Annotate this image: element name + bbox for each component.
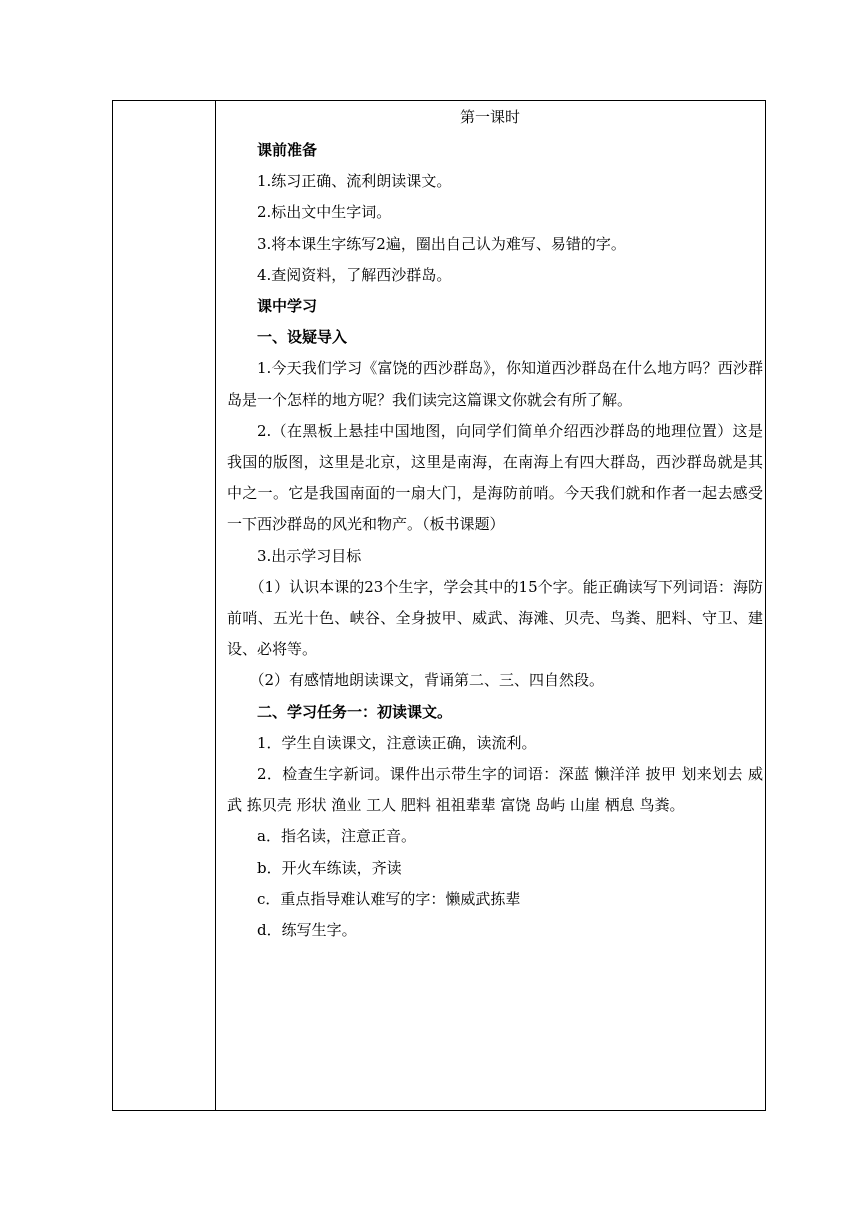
study-heading: 课中学习	[257, 297, 318, 316]
lesson-plan-table	[112, 100, 766, 1111]
prep-item: 2.标出文中生字词。	[257, 203, 392, 222]
step-item: c．重点指导难认难写的字：懒威武拣辈	[257, 889, 521, 908]
section2-heading: 二、学习任务一：初读课文。	[257, 702, 453, 721]
table-left-column	[113, 101, 216, 1110]
step-item: d．练写生字。	[257, 921, 357, 940]
section2-paragraph: 2．检查生字新词。课件出示带生字的词语：深蓝 懒洋洋 披甲 划来划去 威武 拣贝壳 形状 渔业 工人 肥料 祖祖辈辈 富饶 岛屿 山崖 栖息 鸟粪。	[227, 765, 763, 815]
section1-paragraph: 3.出示学习目标	[257, 546, 362, 565]
prep-heading: 课前准备	[257, 141, 318, 159]
lesson-title: 第一课时	[459, 108, 520, 126]
lesson-content	[227, 135, 763, 946]
table-content-cell	[217, 101, 763, 1110]
section1-paragraph: 1.今天我们学习《富饶的西沙群岛》，你知道西沙群岛在什么地方吗？西沙群岛是一个怎样的地方呢？我们读完这篇课文你就会有所了解。	[227, 359, 763, 409]
section1-paragraph: 2.（在黑板上悬挂中国地图，向同学们简单介绍西沙群岛的地理位置）这是我国的版图，这里是北京，这里是南海，在南海上有四大群岛，西沙群岛就是其中之一。它是我国南面的一扇大门，是海防前哨。今天我们就和作者一起去感受一下西沙群岛的风光和物产。（板书课题）	[227, 421, 763, 534]
learning-goal: （1）认识本课的23个生字，学会其中的15个字。能正确读写下列词语：海防前哨、五光十色、峡谷、全身披甲、威武、海滩、贝壳、鸟粪、肥料、守卫、建设、必将等。	[227, 577, 763, 659]
section1-heading: 一、设疑导入	[257, 328, 348, 347]
step-item: b．开火车练读，齐读	[257, 858, 402, 877]
section2-paragraph: 1．学生自读课文，注意读正确，读流利。	[257, 733, 537, 752]
prep-item: 1.练习正确、流利朗读课文。	[257, 172, 452, 191]
learning-goal: （2）有感情地朗读课文，背诵第二、三、四自然段。	[249, 671, 605, 690]
prep-item: 4.查阅资料，了解西沙群岛。	[257, 265, 452, 284]
step-item: a．指名读，注意正音。	[257, 827, 416, 846]
prep-item: 3.将本课生字练写2遍，圈出自己认为难写、易错的字。	[257, 234, 626, 253]
